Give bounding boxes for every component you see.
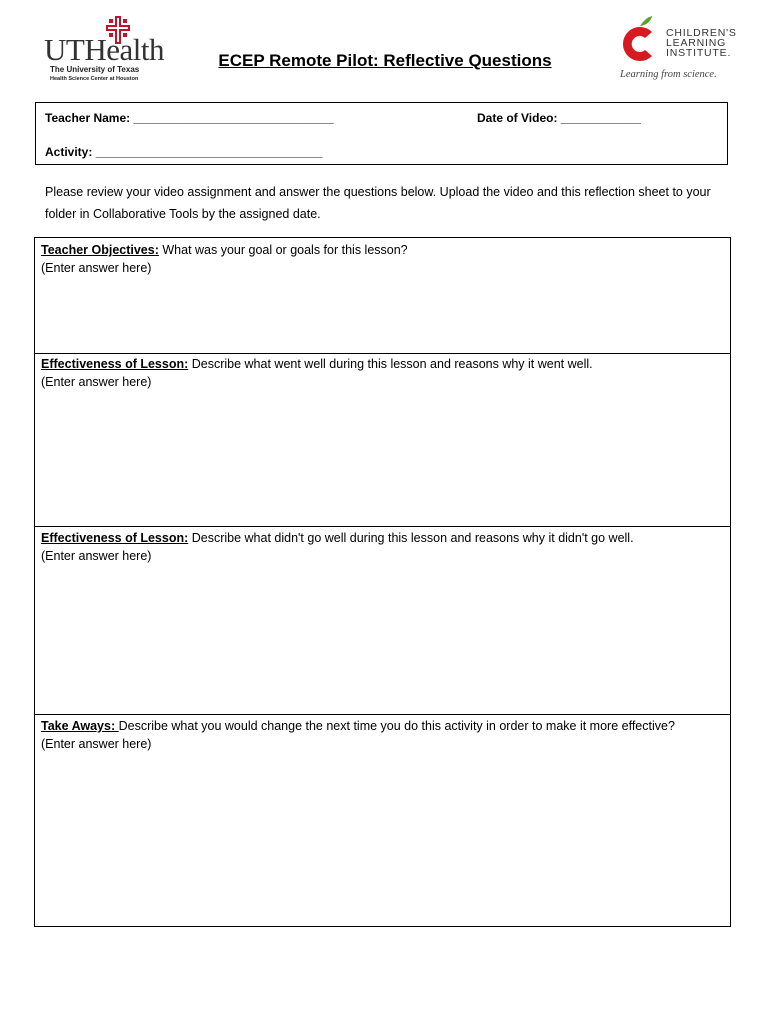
answer-placeholder[interactable]: (Enter answer here) — [41, 375, 152, 389]
question-prompt: Describe what went well during this lesson and reasons why it went well. — [188, 357, 593, 371]
uthealth-logo — [44, 14, 162, 84]
apple-c-icon — [618, 12, 660, 64]
teacher-name-field[interactable]: Teacher Name: ______________________________ — [45, 111, 334, 125]
answer-placeholder[interactable]: (Enter answer here) — [41, 261, 152, 275]
question-box[interactable] — [34, 237, 731, 354]
uthealth-subtitle-small: Health Science Center at Houston — [50, 76, 139, 82]
question-heading — [41, 241, 408, 259]
cli-name-line: INSTITUTE. — [666, 47, 732, 59]
question-label: Effectiveness of Lesson: — [41, 531, 189, 545]
cli-name-line: LEARNING — [666, 37, 727, 49]
cli-logo — [618, 12, 740, 84]
question-heading — [41, 717, 675, 735]
question-prompt: What was your goal or goals for this lesson? — [158, 243, 408, 257]
question-label: Take Aways: — [41, 719, 119, 733]
instructions-text: Please review your video assignment and answer the questions below. Upload the video and this reflection sheet to your folder in Collaborative Tools by the assigned date. — [45, 185, 711, 221]
question-label: Effectiveness of Lesson: — [41, 357, 189, 371]
question-label: Teacher Objectives: — [41, 243, 159, 257]
question-box[interactable] — [34, 526, 731, 715]
question-prompt: Describe what you would change the next time you do this activity in order to make it more effective? — [118, 719, 675, 733]
answer-placeholder[interactable]: (Enter answer here) — [41, 549, 152, 563]
cli-name — [666, 28, 737, 58]
uthealth-subtitle: The University of Texas — [50, 65, 140, 74]
date-of-video-field[interactable]: Date of Video: ____________ — [477, 111, 641, 125]
question-prompt: Describe what didn't go well during this lesson and reasons why it didn't go well. — [188, 531, 634, 545]
page-title: ECEP Remote Pilot: Reflective Questions — [218, 51, 552, 70]
answer-placeholder[interactable]: (Enter answer here) — [41, 737, 152, 751]
teacher-info-box — [35, 102, 728, 165]
cli-name-line: CHILDREN'S — [666, 27, 737, 39]
question-heading — [41, 529, 634, 547]
activity-field[interactable]: Activity: __________________________________ — [45, 145, 323, 159]
cli-tagline: Learning from science. — [620, 69, 717, 80]
question-box[interactable] — [34, 714, 731, 927]
uthealth-wordmark: UTHealth — [44, 32, 164, 67]
question-box[interactable] — [34, 352, 731, 527]
question-heading — [41, 355, 593, 373]
